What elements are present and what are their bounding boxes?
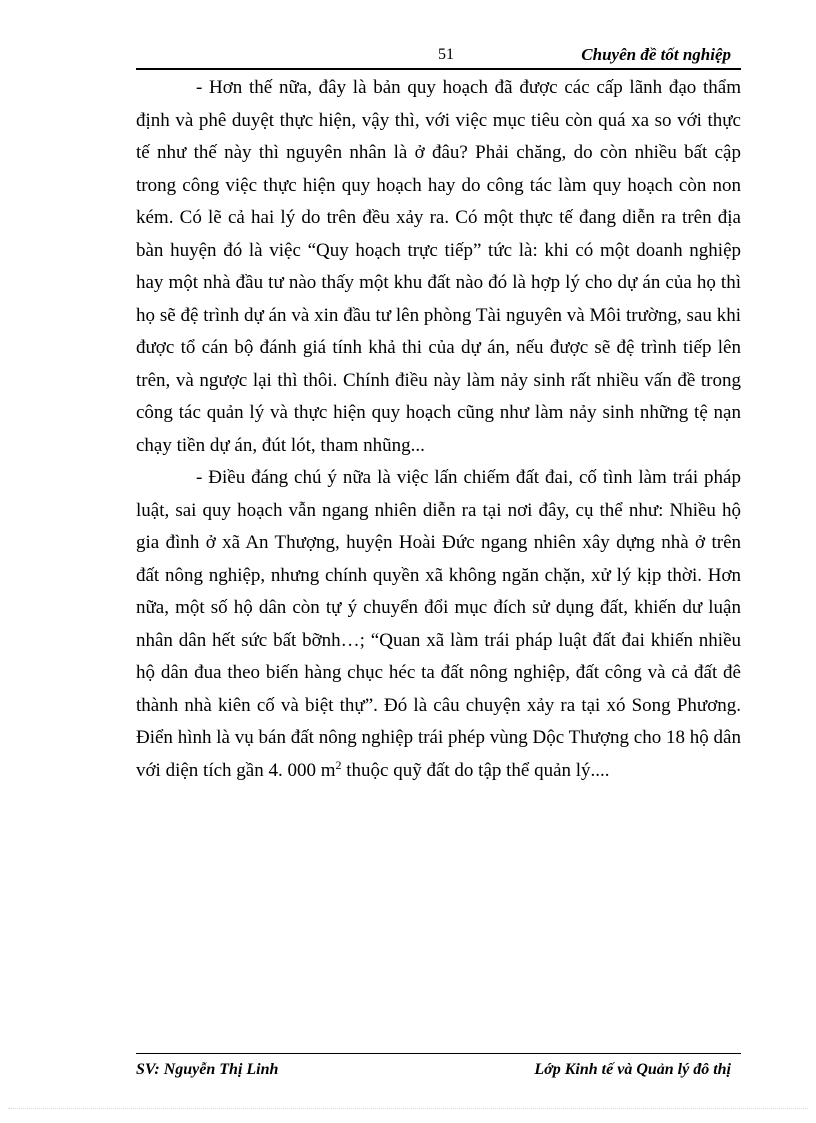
paragraph-planning-causes: - Hơn thế nữa, đây là bản quy hoạch đã được các cấp lãnh đạo thẩm định và phê duyệt thực hiện, vậy thì, với việc mục tiêu còn quá xa so với thực tế như thế này thì nguyên nhân là ở đâu? Phải chăng, do còn nhiều bất cập trong công việc thực hiện quy hoạch hay do công tác làm quy hoạch còn non kém. Có lẽ cả hai lý do trên đều xảy ra. Có một thực tế đang diễn ra trên địa bàn huyện đó là việc “Quy hoạch trực tiếp” tức là: khi có một doanh nghiệp hay một nhà đầu tư nào thấy một khu đất nào đó là hợp lý cho dự án của họ thì họ sẽ đệ trình dự án và xin đầu tư lên phòng Tài nguyên và Môi trường, sau khi được tổ cán bộ đánh giá tính khả thi của dự án, nếu được sẽ đệ trình tiếp lên trên, và ngược lại thì thôi. Chính điều này làm nảy sinh rất nhiều vấn đề trong công tác quản lý và thực hiện quy hoạch cũng như làm nảy sinh những tệ nạn chạy tiền dự án, đút lót, tham nhũng... (136, 77, 741, 456)
paragraph-land-encroachment (136, 462, 741, 787)
page-bottom-divider (8, 1108, 808, 1109)
page-header (136, 44, 741, 70)
header-title: Chuyên đề tốt nghiệp (581, 45, 731, 64)
page-footer (136, 1053, 741, 1084)
page-number: 51 (438, 46, 454, 63)
square-meter-superscript: 2 (335, 757, 342, 772)
footer-student-name: SV: Nguyễn Thị Linh (136, 1061, 279, 1078)
paragraph-land-encroachment-tail: thuộc quỹ đất do tập thể quản lý.... (341, 759, 610, 781)
body-text (136, 72, 741, 787)
paragraph-land-encroachment-text: - Điều đáng chú ý nữa là việc lấn chiếm đất đai, cố tình làm trái pháp luật, sai quy hoạch vẫn ngang nhiên diễn ra tại nơi đây, cụ thể như: Nhiều hộ gia đình ở xã An Thượng, huyện Hoài Đức ngang nhiên xây dựng nhà ở trên đất nông nghiệp, nhưng chính quyền xã không ngăn chặn, xử lý kịp thời. Hơn nữa, một số hộ dân còn tự ý chuyển đổi mục đích sử dụng đất, khiến dư luận nhân dân hết sức bất bỡnh…; “Quan xã làm trái pháp luật đất đai khiến nhiều hộ dân đua theo biến hàng chục héc ta đất nông nghiệp, đất công và cả đất đê thành nhà kiên cố và biệt thự”. Đó là câu chuyện xảy ra tại xó Song Phương. Điển hình là vụ bán đất nông nghiệp trái phép vùng Dộc Thượng cho 18 hộ dân với diện tích gần 4. 000 m (136, 467, 741, 781)
footer-class-name: Lớp Kinh tế và Quản lý đô thị (534, 1061, 731, 1078)
